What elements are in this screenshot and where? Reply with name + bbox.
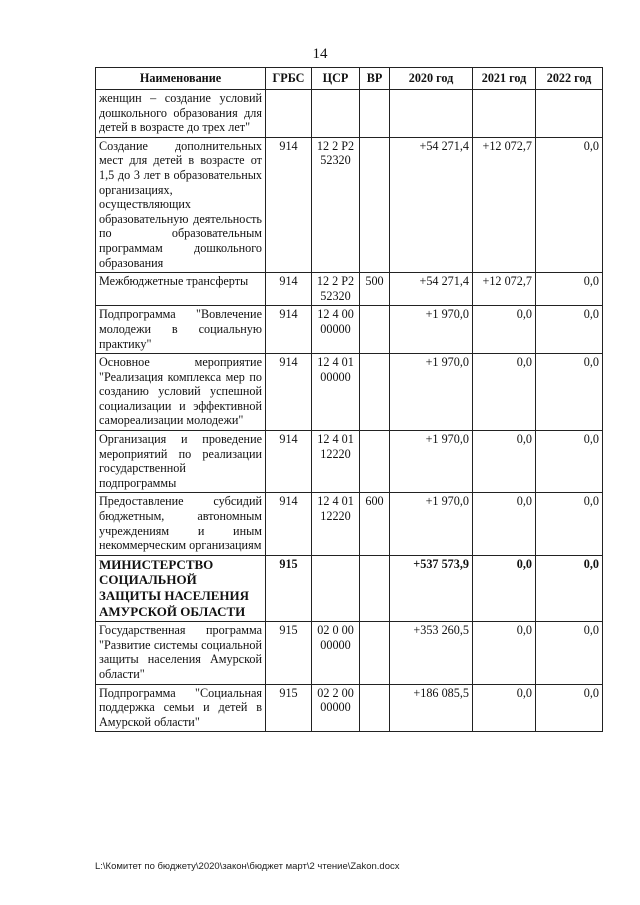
cell-2020: +54 271,4 xyxy=(390,273,473,306)
cell-2021: 0,0 xyxy=(473,684,536,732)
cell-csr xyxy=(312,90,360,138)
cell-2021: 0,0 xyxy=(473,431,536,493)
cell-csr: 12 4 01 00000 xyxy=(312,354,360,431)
cell-2022: 0,0 xyxy=(536,306,603,354)
cell-grbs: 914 xyxy=(266,493,312,555)
cell-name: Государственная программа "Развитие системы социальной защиты населения Амурской области" xyxy=(96,622,266,684)
cell-grbs: 914 xyxy=(266,306,312,354)
cell-2020: +1 970,0 xyxy=(390,493,473,555)
table-header-row xyxy=(96,68,603,90)
table-row xyxy=(96,493,603,555)
cell-2020: +353 260,5 xyxy=(390,622,473,684)
cell-2022: 0,0 xyxy=(536,431,603,493)
cell-2021: 0,0 xyxy=(473,493,536,555)
cell-2022: 0,0 xyxy=(536,622,603,684)
cell-csr: 02 0 00 00000 xyxy=(312,622,360,684)
cell-2020: +537 573,9 xyxy=(390,555,473,621)
page-number: 14 xyxy=(312,46,328,62)
cell-vr xyxy=(360,90,390,138)
cell-grbs: 915 xyxy=(266,555,312,621)
cell-2021: 0,0 xyxy=(473,306,536,354)
cell-csr: 02 2 00 00000 xyxy=(312,684,360,732)
header-vr: ВР xyxy=(360,68,390,90)
cell-2020: +1 970,0 xyxy=(390,354,473,431)
cell-grbs xyxy=(266,90,312,138)
header-2021: 2021 год xyxy=(473,68,536,90)
header-grbs: ГРБС xyxy=(266,68,312,90)
cell-csr: 12 2 P2 52320 xyxy=(312,273,360,306)
cell-vr xyxy=(360,306,390,354)
table-row-ministry xyxy=(96,555,603,621)
header-2022: 2022 год xyxy=(536,68,603,90)
cell-2021: +12 072,7 xyxy=(473,273,536,306)
cell-grbs: 914 xyxy=(266,273,312,306)
cell-vr xyxy=(360,684,390,732)
cell-csr: 12 4 01 12220 xyxy=(312,493,360,555)
cell-name: Подпрограмма "Вовлечение молодежи в социальную практику" xyxy=(96,306,266,354)
table-row xyxy=(96,684,603,732)
cell-2020: +186 085,5 xyxy=(390,684,473,732)
cell-csr: 12 4 00 00000 xyxy=(312,306,360,354)
cell-2022: 0,0 xyxy=(536,493,603,555)
table-row xyxy=(96,431,603,493)
table-row xyxy=(96,273,603,306)
budget-table xyxy=(95,67,603,732)
table-row xyxy=(96,354,603,431)
table-row xyxy=(96,90,603,138)
cell-2022 xyxy=(536,90,603,138)
cell-2022: 0,0 xyxy=(536,273,603,306)
cell-2021: 0,0 xyxy=(473,555,536,621)
cell-grbs: 915 xyxy=(266,684,312,732)
cell-2021 xyxy=(473,90,536,138)
cell-name: Создание дополнительных мест для детей в возрасте от 1,5 до 3 лет в образовательных организациях, осуществляющих образовательную деятельность по образовательным программам дошкольного образования xyxy=(96,137,266,272)
cell-2021: 0,0 xyxy=(473,622,536,684)
header-name: Наименование xyxy=(96,68,266,90)
cell-csr: 12 4 01 12220 xyxy=(312,431,360,493)
cell-name: Межбюджетные трансферты xyxy=(96,273,266,306)
cell-name: женщин – создание условий дошкольного образования для детей в возрасте до трех лет" xyxy=(96,90,266,138)
cell-vr: 600 xyxy=(360,493,390,555)
cell-2020: +1 970,0 xyxy=(390,306,473,354)
cell-csr xyxy=(312,555,360,621)
cell-vr: 500 xyxy=(360,273,390,306)
table-row xyxy=(96,137,603,272)
cell-2020 xyxy=(390,90,473,138)
cell-vr xyxy=(360,622,390,684)
cell-2020: +54 271,4 xyxy=(390,137,473,272)
cell-vr xyxy=(360,555,390,621)
cell-2022: 0,0 xyxy=(536,555,603,621)
cell-vr xyxy=(360,431,390,493)
cell-2021: 0,0 xyxy=(473,354,536,431)
cell-grbs: 914 xyxy=(266,354,312,431)
header-2020: 2020 год xyxy=(390,68,473,90)
cell-vr xyxy=(360,137,390,272)
file-path-footer: L:\Комитет по бюджету\2020\закон\бюджет март\2 чтение\Zakon.docx xyxy=(95,861,400,872)
cell-2020: +1 970,0 xyxy=(390,431,473,493)
cell-name: МИНИСТЕРСТВО СОЦИАЛЬНОЙ ЗАЩИТЫ НАСЕЛЕНИЯ АМУРСКОЙ ОБЛАСТИ xyxy=(96,555,266,621)
cell-vr xyxy=(360,354,390,431)
header-csr: ЦСР xyxy=(312,68,360,90)
table-row xyxy=(96,306,603,354)
table-row xyxy=(96,622,603,684)
cell-grbs: 914 xyxy=(266,431,312,493)
cell-2021: +12 072,7 xyxy=(473,137,536,272)
cell-name: Организация и проведение мероприятий по реализации государственной подпрограммы xyxy=(96,431,266,493)
cell-2022: 0,0 xyxy=(536,354,603,431)
cell-name: Основное мероприятие "Реализация комплекса мер по созданию условий успешной социализации и эффективной самореализации молодежи" xyxy=(96,354,266,431)
cell-name: Предоставление субсидий бюджетным, автономным учреждениям и иным некоммерческим организациям xyxy=(96,493,266,555)
cell-grbs: 914 xyxy=(266,137,312,272)
cell-2022: 0,0 xyxy=(536,684,603,732)
cell-grbs: 915 xyxy=(266,622,312,684)
cell-name: Подпрограмма "Социальная поддержка семьи и детей в Амурской области" xyxy=(96,684,266,732)
cell-csr: 12 2 P2 52320 xyxy=(312,137,360,272)
cell-2022: 0,0 xyxy=(536,137,603,272)
